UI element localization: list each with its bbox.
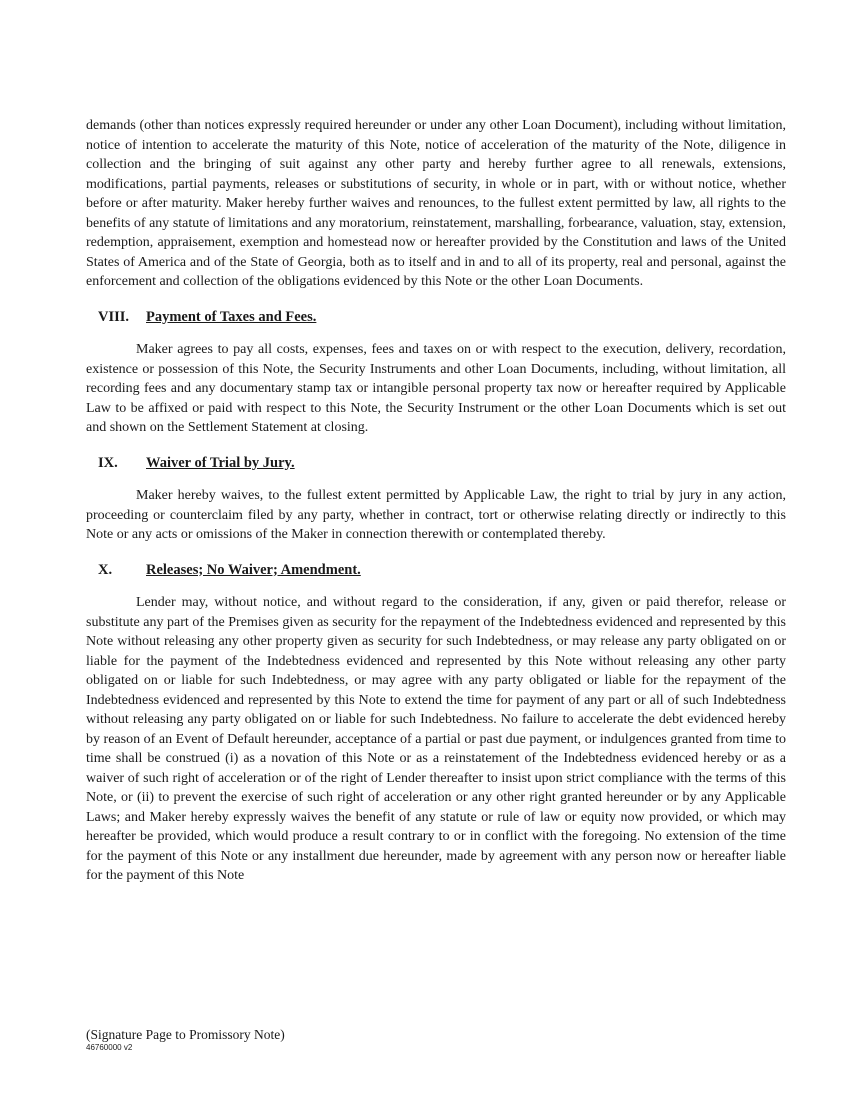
page-footer bbox=[86, 1026, 285, 1053]
section-heading-x bbox=[98, 561, 786, 581]
section-title: Releases; No Waiver; Amendment. bbox=[146, 561, 361, 578]
paragraph-taxes-fees: Maker agrees to pay all costs, expenses, fees and taxes on or with respect to the execution, delivery, recordation, existence or possession of this Note, the Security Instruments and other Loan Documents, including, without limitation, all recording fees and any documentary stamp tax or intangible personal property tax now or hereafter required by Applicable Law to be affixed or paid with respect to this Note, the Security Instrument or the other Loan Documents which is set out and shown on the Settlement Statement at closing. bbox=[86, 342, 786, 435]
paragraph-waiver-demands: demands (other than notices expressly required hereunder or under any other Loan Document), including without limitation, notice of intention to accelerate the maturity of this Note, notice of acceleration of the maturity of the Note, diligence in collection and the bringing of suit against any other party and hereby further agree to all renewals, extensions, modifications, partial payments, releases or substitutions of security, in whole or in part, with or without notice, whether before or after maturity. Maker hereby further waives and renounces, to the fullest extent permitted by law, all rights to the benefits of any statute of limitations and any moratorium, reinstatement, marshalling, forbearance, valuation, stay, extension, redemption, appraisement, exemption and homestead now or hereafter provided by the Constitution and laws of the United States of America and of the State of Georgia, both as to itself and in and to all of its property, real and personal, against the enforcement and collection of the obligations evidenced by this Note or the other Loan Documents. bbox=[86, 118, 786, 289]
section-heading-viii bbox=[98, 308, 786, 328]
section-number: IX. bbox=[98, 454, 118, 471]
document-body bbox=[86, 116, 786, 886]
paragraph-jury-waiver: Maker hereby waives, to the fullest extent permitted by Applicable Law, the right to trial by jury in any action, proceeding or counterclaim filed by any party, whether in contract, tort or otherwise relating directly or indirectly to this Note or any acts or omissions of the Maker in connection therewith or contemplated thereby. bbox=[86, 488, 786, 542]
section-heading-ix bbox=[98, 454, 786, 474]
section-title: Waiver of Trial by Jury. bbox=[146, 454, 295, 471]
document-id: 46760000 v2 bbox=[86, 1043, 133, 1052]
paragraph-releases: Lender may, without notice, and without regard to the consideration, if any, given or paid therefor, release or substitute any part of the Premises given as security for the repayment of the Indebtedness evidenced and represented by this Note without releasing any other property given as security for such Indebtedness, or may release any party obligated on or liable for the payment of the Indebtedness evidenced and represented by this Note without releasing any other party obligated on or liable for such Indebtedness, or may agree with any party obligated or liable for the repayment of the Indebtedness evidenced and represented by this Note to extend the time for payment of any part or all of such Indebtedness without releasing any party obligated on or liable for such Indebtedness. No failure to accelerate the debt evidenced hereby by reason of an Event of Default hereunder, acceptance of a partial or past due payment, or indulgences granted from time to time shall be construed (i) as a novation of this Note or as a reinstatement of the Indebtedness evidenced hereby or as a waiver of such right of acceleration or of the right of Lender thereafter to insist upon strict compliance with the terms of this Note, or (ii) to prevent the exercise of such right of acceleration or any other right granted hereunder or by any Applicable Laws; and Maker hereby expressly waives the benefit of any statute or rule of law or equity now provided, or which may hereafter be provided, which would produce a result contrary to or in conflict with the foregoing. No extension of the time for the payment of this Note or any installment due hereunder, made by agreement with any person now or hereafter liable for the payment of this Note bbox=[86, 595, 786, 883]
section-title: Payment of Taxes and Fees. bbox=[146, 308, 317, 325]
signature-page-caption: (Signature Page to Promissory Note) bbox=[86, 1027, 285, 1042]
section-number: X. bbox=[98, 561, 113, 578]
section-number: VIII. bbox=[98, 308, 130, 325]
